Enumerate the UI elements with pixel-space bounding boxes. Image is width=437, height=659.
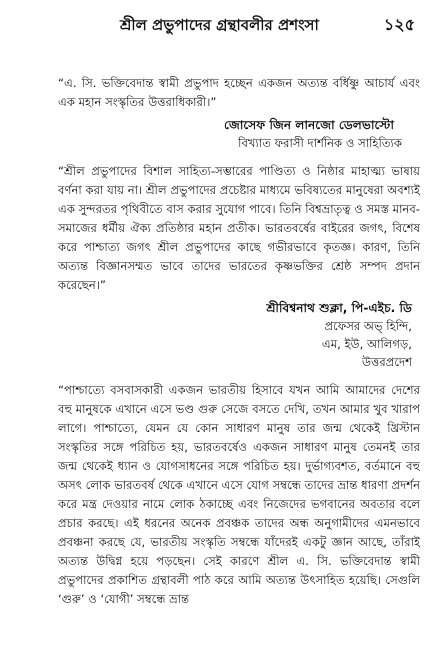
author-name: জোসেফ জিন লানজো ডেলভাস্টো [224, 118, 394, 132]
page-content [58, 74, 420, 609]
quote-text: “পাশ্চাত্যে বসবাসকারী একজন ভারতীয় হিসাবে যখন আমি আমাদের দেশের বহু মানুষকে এখানে এসে ভণ্ড গুরু সেজে বসতে দেখি, তখন আমার খুব খারাপ লাগে। পাশ্চাত্যে, যেমন যে কোন সাধারণ মানুষ তার জন্ম থেকেই খ্রিস্টান সংস্কৃতির সঙ্গে পরিচিত হয়, ভারতবর্ষেও একজন সাধারণ মানুষ তেমনই তার জন্ম থেকেই ধ্যান ও যোগসাধনের সঙ্গে পরিচিত হয়। দুর্ভাগ্যবশত, বর্তমানে বহু অসৎ লোক ভারতবর্ষ থেকে এখানে এসে যোগ সম্বন্ধে তাদের ভ্রান্ত ধারণা প্রদর্শন করে মন্ত্র দেওয়ার নামে লোক ঠকাচ্ছে এবং নিজেদের ভগবানের অবতার বলে প্রচার করছে। এই ধরনের অনেক প্রবঞ্চক তাদের অন্ধ অনুগামীদের এমনভাবে প্রবঞ্চনা করছে যে, ভারতীয় সংস্কৃতি সম্বন্ধে যাঁদেরই একটু জ্ঞান আছে, তাঁরাই অত্যন্ত উদ্বিগ্ন হয়ে পড়ছেন। সেই কারণে শ্রীল এ. সি. ভক্তিবেদান্ত স্বামী প্রভুপাদের প্রকাশিত গ্রন্থাবলী পাঠ করে আমি অত্যন্ত উৎসাহিত হয়েছি। সেগুলি ‘গুরু’ ও ‘যোগী’ সম্বন্ধে ভ্রান্ত [58, 383, 420, 606]
author-designation: বিখ্যাত ফরাসী দার্শনিক ও সাহিত্যিক [238, 136, 402, 150]
quote-attribution [58, 299, 420, 371]
author-name: শ্রীবিশ্বনাথ শুক্লা, পি-এইচ. ডি [266, 301, 412, 315]
running-header-title: শ্রীল প্রভুপাদের গ্রন্থাবলীর প্রশংসা [120, 16, 319, 34]
testimonial-quote [58, 381, 420, 609]
testimonial-quote [58, 162, 420, 295]
author-designation: প্রফেসর অভ্ হিন্দি, [324, 319, 412, 333]
author-designation: এম, ইউ, আলিগড়, [321, 337, 412, 351]
quote-text: “এ. সি. ভক্তিবেদান্ত স্বামী প্রভুপাদ হচ্ছেন একজন অত্যন্ত বর্ধিষ্ণু আচার্য এবং এক মহান সংস্কৃতির উত্তরাধিকারী।” [58, 76, 420, 109]
page-number: ১২৫ [383, 15, 415, 34]
quote-text: “শ্রীল প্রভুপাদের বিশাল সাহিত্য-সম্ভারের পাণ্ডিত্য ও নিষ্ঠার মাহাত্ম্য ভাষায় বর্ণনা করা যায় না। শ্রীল প্রভুপাদের প্রচেষ্টার মাধ্যমে ভবিষ্যতের মানুষেরা অবশ্যই এক সুন্দরতর পৃথিবীতে বাস করার সুযোগ পাবে। তিনি বিশ্বভ্রাতৃত্ব ও সমস্ত মানব-সমাজের ধর্মীয় ঐক্য প্রতিষ্ঠার মহান প্রতীক। ভারতবর্ষের বাইরের জগৎ, বিশেষ করে পাশ্চাত্য জগৎ শ্রীল প্রভুপাদের কাছে গভীরভাবে কৃতজ্ঞ। কারণ, তিনি অত্যন্ত বিজ্ঞানসম্মত ভাবে তাদের ভারতের কৃষ্ণভক্তির শ্রেষ্ঠ সম্পদ প্রদান করেছেন।” [58, 164, 420, 292]
author-designation: উত্তরপ্রদেশ [362, 355, 412, 369]
quote-attribution [58, 116, 420, 152]
testimonial-quote [58, 74, 420, 112]
